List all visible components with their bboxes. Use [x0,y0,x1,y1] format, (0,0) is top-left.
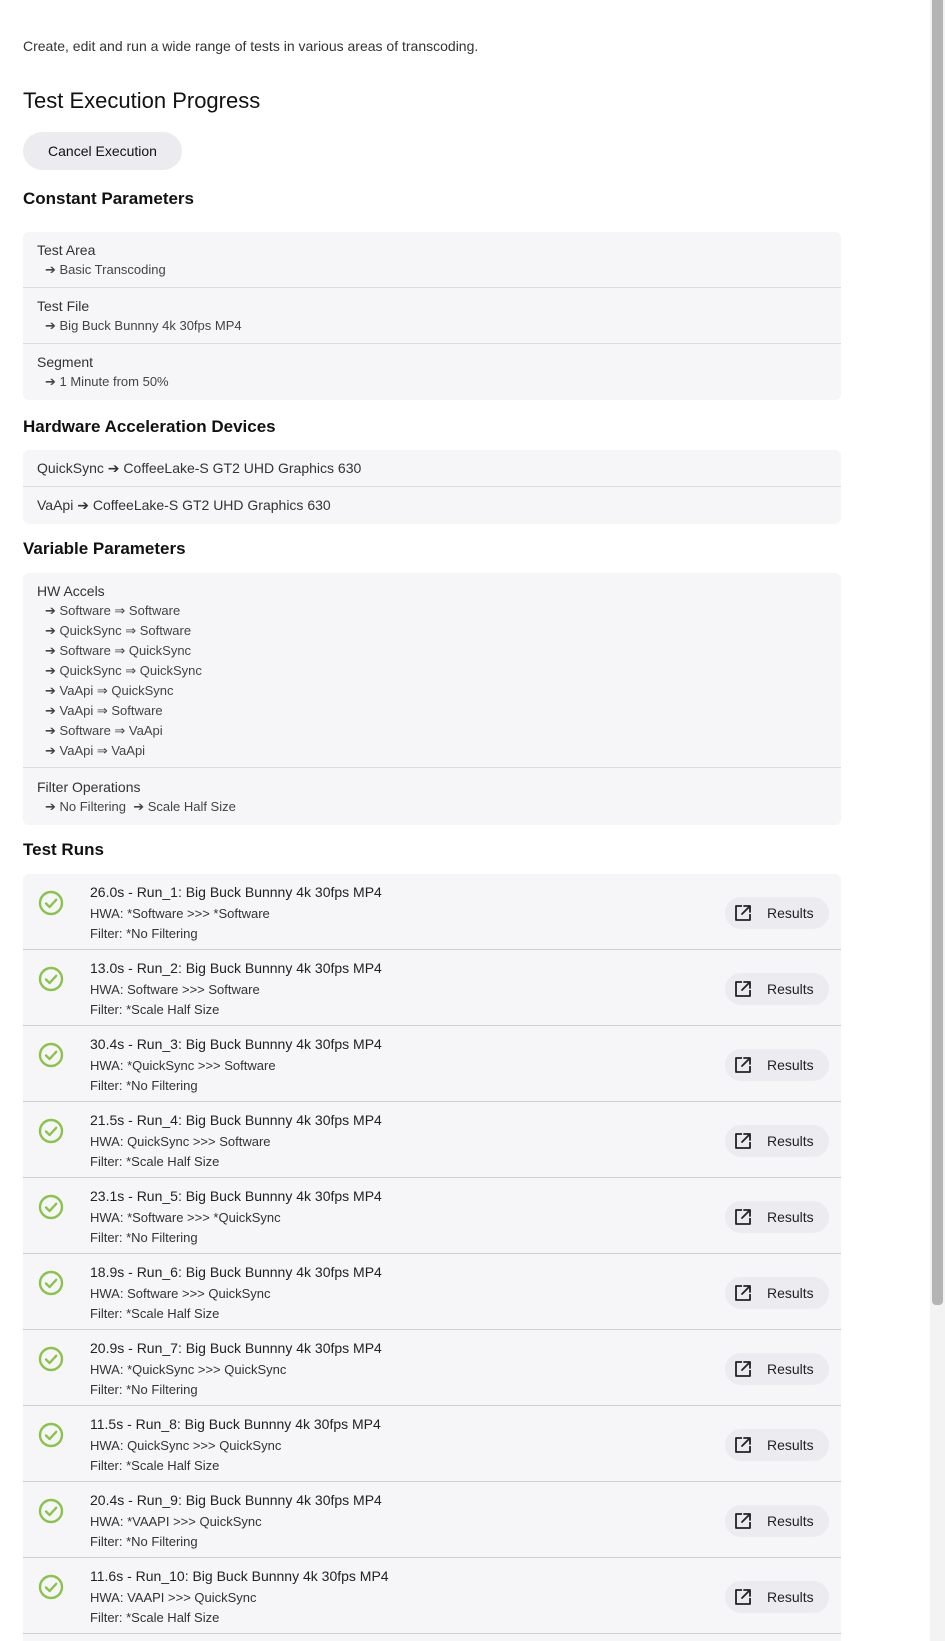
check-circle-icon [38,1422,64,1448]
run-hwa: HWA: *Software >>> *Software [90,906,270,921]
test-run-row [23,1178,841,1254]
test-run-row [23,1482,841,1558]
run-hwa: HWA: Software >>> QuickSync [90,1286,271,1301]
results-label: Results [767,905,814,921]
check-circle-icon [38,966,64,992]
check-circle-icon [38,1194,64,1220]
results-label: Results [767,981,814,997]
test-run-row [23,1330,841,1406]
param-label: Segment [37,354,94,370]
results-button[interactable] [725,1201,829,1233]
run-filter: Filter: *Scale Half Size [90,1610,220,1625]
run-title: 20.4s - Run_9: Big Buck Bunnny 4k 30fps MP4 [90,1492,382,1508]
external-link-icon [733,1359,753,1379]
hw-devices-heading: Hardware Acceleration Devices [23,417,276,436]
run-title: 26.0s - Run_1: Big Buck Bunnny 4k 30fps MP4 [90,884,382,900]
param-label: Test File [37,298,90,314]
run-filter: Filter: *No Filtering [90,1382,198,1397]
run-filter: Filter: *Scale Half Size [90,1306,220,1321]
constant-param-row [23,232,841,288]
test-run-row [23,1102,841,1178]
results-button[interactable] [725,973,829,1005]
check-circle-icon [38,1270,64,1296]
run-filter: Filter: *Scale Half Size [90,1154,220,1169]
external-link-icon [733,1435,753,1455]
run-filter: Filter: *No Filtering [90,1230,198,1245]
run-title: 13.0s - Run_2: Big Buck Bunnny 4k 30fps MP4 [90,960,382,976]
check-circle-icon [38,1118,64,1144]
results-label: Results [767,1361,814,1377]
hw-device-text: QuickSync ➔ CoffeeLake-S GT2 UHD Graphics 630 [37,460,362,476]
test-run-row [23,1558,841,1634]
run-filter: Filter: *Scale Half Size [90,1002,220,1017]
run-title: 20.9s - Run_7: Big Buck Bunnny 4k 30fps MP4 [90,1340,382,1356]
results-button[interactable] [725,1277,829,1309]
hw-accel-item: ➔ Software ⇒ VaApi [45,723,163,738]
test-run-row [23,1026,841,1102]
run-filter: Filter: *Scale Half Size [90,1458,220,1473]
results-button[interactable] [725,1049,829,1081]
constant-parameters-panel [23,232,841,400]
run-hwa: HWA: *QuickSync >>> QuickSync [90,1362,287,1377]
hw-accel-item: ➔ Software ⇒ QuickSync [45,643,192,658]
results-label: Results [767,1513,814,1529]
run-title: 11.5s - Run_8: Big Buck Bunnny 4k 30fps MP4 [90,1416,381,1432]
external-link-icon [733,1207,753,1227]
hw-accels-row [23,573,841,768]
run-hwa: HWA: VAAPI >>> QuickSync [90,1590,257,1605]
variable-parameters-panel [23,573,841,825]
hw-accel-item: ➔ VaApi ⇒ QuickSync [45,683,174,698]
check-circle-icon [38,1498,64,1524]
param-value: ➔ Big Buck Bunnny 4k 30fps MP4 [45,318,242,333]
param-value: ➔ 1 Minute from 50% [45,374,169,389]
test-run-row [23,1406,841,1482]
hw-accels-list [45,601,202,761]
check-circle-icon [38,1574,64,1600]
hw-device-row [23,487,841,523]
run-title: 18.9s - Run_6: Big Buck Bunnny 4k 30fps MP4 [90,1264,382,1280]
results-label: Results [767,1285,814,1301]
check-circle-icon [38,890,64,916]
hw-device-row [23,450,841,487]
hw-accels-label: HW Accels [37,583,105,599]
page-description: Create, edit and run a wide range of tests in various areas of transcoding. [23,38,479,54]
external-link-icon [733,1055,753,1075]
param-value: ➔ Basic Transcoding [45,262,166,277]
run-hwa: HWA: *VAAPI >>> QuickSync [90,1514,262,1529]
hw-accel-item: ➔ Software ⇒ Software [45,603,181,618]
results-button[interactable] [725,1125,829,1157]
results-label: Results [767,1589,814,1605]
filter-operations-label: Filter Operations [37,779,141,795]
filter-operations-value: ➔ No Filtering ➔ Scale Half Size [45,799,236,814]
run-hwa: HWA: QuickSync >>> QuickSync [90,1438,282,1453]
run-title: 11.6s - Run_10: Big Buck Bunnny 4k 30fps MP4 [90,1568,389,1584]
constant-parameters-heading: Constant Parameters [23,189,195,208]
hw-accel-item: ➔ QuickSync ⇒ Software [45,623,192,638]
vertical-scrollbar[interactable] [930,0,945,1641]
run-hwa: HWA: QuickSync >>> Software [90,1134,271,1149]
external-link-icon [733,1131,753,1151]
external-link-icon [733,903,753,923]
test-run-row [23,950,841,1026]
run-hwa: HWA: *Software >>> *QuickSync [90,1210,281,1225]
results-button[interactable] [725,1353,829,1385]
results-label: Results [767,1437,814,1453]
external-link-icon [733,979,753,999]
hw-accel-item: ➔ VaApi ⇒ Software [45,703,163,718]
results-label: Results [767,1057,814,1073]
run-filter: Filter: *No Filtering [90,926,198,941]
hw-device-text: VaApi ➔ CoffeeLake-S GT2 UHD Graphics 630 [37,497,331,513]
param-label: Test Area [37,242,96,258]
constant-param-row [23,288,841,344]
check-circle-icon [38,1042,64,1068]
results-button[interactable] [725,1581,829,1613]
run-title: 21.5s - Run_4: Big Buck Bunnny 4k 30fps MP4 [90,1112,382,1128]
test-run-row [23,874,841,950]
run-hwa: HWA: Software >>> Software [90,982,260,997]
filter-operations-row [23,768,841,825]
run-hwa: HWA: *QuickSync >>> Software [90,1058,276,1073]
external-link-icon [733,1511,753,1531]
external-link-icon [733,1283,753,1303]
run-filter: Filter: *No Filtering [90,1078,198,1093]
variable-parameters-heading: Variable Parameters [23,539,186,558]
hw-accel-item: ➔ VaApi ⇒ VaApi [45,743,146,758]
run-title: 23.1s - Run_5: Big Buck Bunnny 4k 30fps MP4 [90,1188,382,1204]
test-runs-list [23,874,841,1641]
hw-devices-panel [23,450,841,524]
results-label: Results [767,1209,814,1225]
test-run-row [23,1254,841,1330]
hw-accel-item: ➔ QuickSync ⇒ QuickSync [45,663,202,678]
run-filter: Filter: *No Filtering [90,1534,198,1549]
results-button[interactable] [725,1429,829,1461]
constant-param-row [23,344,841,400]
results-label: Results [767,1133,814,1149]
check-circle-icon [38,1346,64,1372]
cancel-execution-button[interactable]: Cancel Execution [23,132,182,170]
scrollbar-thumb[interactable] [932,0,943,1305]
test-runs-heading: Test Runs [23,840,104,859]
run-title: 30.4s - Run_3: Big Buck Bunnny 4k 30fps MP4 [90,1036,382,1052]
page-title: Test Execution Progress [23,88,261,113]
results-button[interactable] [725,897,829,929]
external-link-icon [733,1587,753,1607]
results-button[interactable] [725,1505,829,1537]
